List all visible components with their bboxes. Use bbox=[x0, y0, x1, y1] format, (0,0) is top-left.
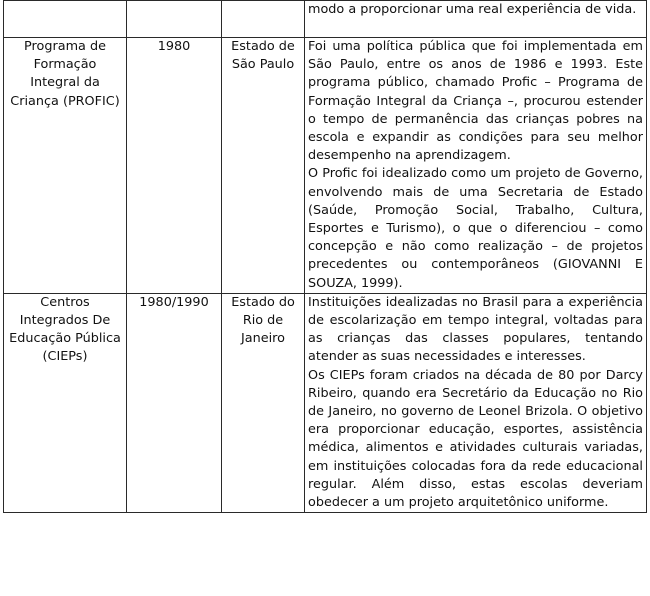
year-value: 1980/1990 bbox=[139, 294, 209, 310]
description-paragraph: Instituições idealizadas no Brasil para a experiência de escolarização em tempo integral, voltadas para as crianças das classes populares, tentando atender as suas necessidades e interesses. bbox=[308, 294, 643, 365]
location-value: Estado do Rio de Janeiro bbox=[231, 294, 295, 347]
year-value: 1980 bbox=[157, 39, 191, 54]
location-cell bbox=[222, 1, 305, 38]
year-cell bbox=[127, 1, 222, 38]
location-cell bbox=[222, 38, 305, 294]
description-paragraph: Os CIEPs foram criados na década de 80 por Darcy Ribeiro, quando era Secretário da Educação no Rio de Janeiro, no governo de Leonel Brizola. O objetivo era proporcionar educação, esportes, assistência médica, alimentos e atividades culturais variadas, em instituições colocadas fora da rede educacional regular. Além disso, estas escolas deveriam obedecer a um projeto arquitetônico uniforme. bbox=[308, 367, 643, 511]
program-name: Centros Integrados De Educação Pública (CIEPs) bbox=[9, 294, 121, 365]
programs-table bbox=[3, 0, 647, 513]
program-name: Programa de Formação Integral da Criança (PROFIC) bbox=[10, 39, 120, 109]
program-cell bbox=[4, 1, 127, 38]
table-row bbox=[4, 38, 647, 294]
program-cell bbox=[4, 293, 127, 512]
description-paragraph: Foi uma política pública que foi implementada em São Paulo, entre os anos de 1986 e 1993. Este programa público, chamado Profic – Programa de Formação Integral da Criança –, procurou estender o tempo de permanência das crianças pobres na escola e expandir as condições para seu melhor desempenho na aprendizagem. bbox=[308, 39, 643, 164]
program-cell bbox=[4, 38, 127, 294]
year-cell bbox=[127, 293, 222, 512]
description-cell bbox=[305, 38, 647, 294]
table-row bbox=[4, 293, 647, 512]
table-row bbox=[4, 1, 647, 38]
location-cell bbox=[222, 293, 305, 512]
description-cell bbox=[305, 293, 647, 512]
description-paragraph: modo a proporcionar uma real experiência de vida. bbox=[308, 2, 637, 17]
description-cell bbox=[305, 1, 647, 38]
year-cell bbox=[127, 38, 222, 294]
description-paragraph: O Profic foi idealizado como um projeto de Governo, envolvendo mais de uma Secretaria de Estado (Saúde, Promoção Social, Trabalho, Cultura, Esportes e Turismo), o que o diferenciou – como concepção e não como realização – de projetos precedentes ou contemporâneos (GIOVANNI E SOUZA, 1999). bbox=[308, 166, 643, 291]
location-value: Estado de São Paulo bbox=[231, 39, 295, 73]
